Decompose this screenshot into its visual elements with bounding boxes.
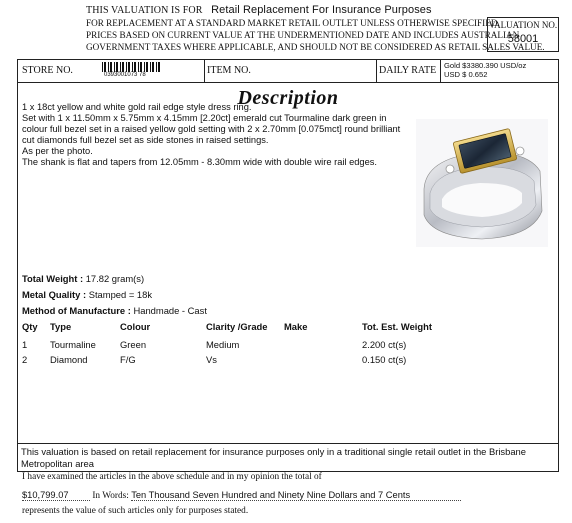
cell-clarity: Vs xyxy=(206,354,217,365)
col-make: Make xyxy=(284,321,308,332)
description-paragraph: Set with 1 x 11.50mm x 5.75mm x 4.15mm [2.20ct] emerald cut Tourmaline dark green in colour full bezel set in a raised yellow gold setting with 2 x 2.70mm [0.075mct] round brilliant cut diamonds full bezel set as side stones in raised settings. xyxy=(22,112,401,145)
col-qty: Qty xyxy=(22,321,38,332)
usd-rate: USD $ 0.652 xyxy=(444,70,488,79)
store-cell xyxy=(18,60,205,82)
disclaimer-line: FOR REPLACEMENT AT A STANDARD MARKET RETAIL OUTLET UNLESS OTHERWISE SPECIFIED. xyxy=(86,18,500,28)
in-words-label: In Words: xyxy=(92,491,129,501)
store-label: STORE NO. xyxy=(22,65,73,76)
description-title: Description xyxy=(237,87,339,109)
daily-rate-cell xyxy=(376,60,441,82)
col-colour: Colour xyxy=(120,321,151,332)
cell-qty: 1 xyxy=(22,339,28,350)
total-amount: $10,799.07 xyxy=(22,490,90,501)
item-label: ITEM NO. xyxy=(207,65,251,76)
footer-statement: I have examined the articles in the above schedule and in my opinion the total of xyxy=(22,472,322,482)
quality-value: Stamped = 18k xyxy=(88,289,153,300)
description-text xyxy=(22,102,402,167)
footer-closing: represents the value of such articles only for purposes stated. xyxy=(22,506,249,516)
ring-photo xyxy=(416,119,548,247)
barcode-icon xyxy=(102,62,162,72)
description-paragraph: The shank is flat and tapers from 12.05mm - 8.30mm wide with double wire rail edges. xyxy=(22,156,377,167)
valuation-note xyxy=(17,443,559,472)
disclaimer-line: PRICES BASED ON CURRENT VALUE AT THE UNDERMENTIONED DATE AND INCLUDES AUSTRALIAN xyxy=(86,30,520,40)
store-row xyxy=(17,59,559,83)
valuation-number-label: VALUATION NO. xyxy=(488,20,558,30)
quality-label: Metal Quality : xyxy=(22,289,87,300)
cell-colour: F/G xyxy=(120,354,136,365)
gold-rate: Gold $3380.390 USD/oz xyxy=(444,61,527,70)
daily-rate-label: DAILY RATE xyxy=(379,65,437,76)
cell-type: Tourmaline xyxy=(50,339,96,350)
header-disclaimer xyxy=(86,17,545,53)
valuation-number-box xyxy=(487,17,559,52)
metal-quality xyxy=(22,289,152,300)
method-label: Method of Manufacture : xyxy=(22,305,131,316)
description-box xyxy=(17,82,559,444)
valuation-number: 58001 xyxy=(507,33,539,45)
weight-label: Total Weight : xyxy=(22,273,84,284)
total-weight xyxy=(22,273,144,284)
footer-amount-line xyxy=(22,490,461,501)
cell-colour: Green xyxy=(120,339,147,350)
item-cell xyxy=(204,60,377,82)
method-value: Handmade - Cast xyxy=(133,305,207,316)
amount-in-words: Ten Thousand Seven Hundred and Ninety Nine Dollars and 7 Cents xyxy=(131,490,461,501)
purpose-text: Retail Replacement For Insurance Purposes xyxy=(211,4,432,16)
cell-weight: 0.150 ct(s) xyxy=(362,354,407,365)
valuation-purpose xyxy=(86,4,432,16)
description-paragraph: As per the photo. xyxy=(22,145,93,156)
purpose-prefix: THIS VALUATION IS FOR xyxy=(86,5,203,16)
cell-type: Diamond xyxy=(50,354,88,365)
valuation-note-text: This valuation is based on retail replacement for insurance purposes only in a traditional single retail outlet in the Brisbane Metropolitan area xyxy=(21,446,526,469)
cell-weight: 2.200 ct(s) xyxy=(362,339,407,350)
weight-value: 17.82 gram(s) xyxy=(85,273,145,284)
col-clarity: Clarity /Grade xyxy=(206,321,268,332)
col-weight: Tot. Est. Weight xyxy=(362,321,432,332)
col-type: Type xyxy=(50,321,72,332)
gold-price xyxy=(444,61,526,79)
description-paragraph: 1 x 18ct yellow and white gold rail edge style dress ring. xyxy=(22,102,252,112)
method-of-manufacture xyxy=(22,305,207,316)
cell-clarity: Medium xyxy=(206,339,240,350)
barcode-number: 0393001073 78 xyxy=(104,72,146,78)
disclaimer-line: GOVERNMENT TAXES WHERE APPLICABLE, AND SHOULD NOT BE CONSIDERED AS RETAIL SALES VALUE. xyxy=(86,42,545,52)
cell-qty: 2 xyxy=(22,354,28,365)
